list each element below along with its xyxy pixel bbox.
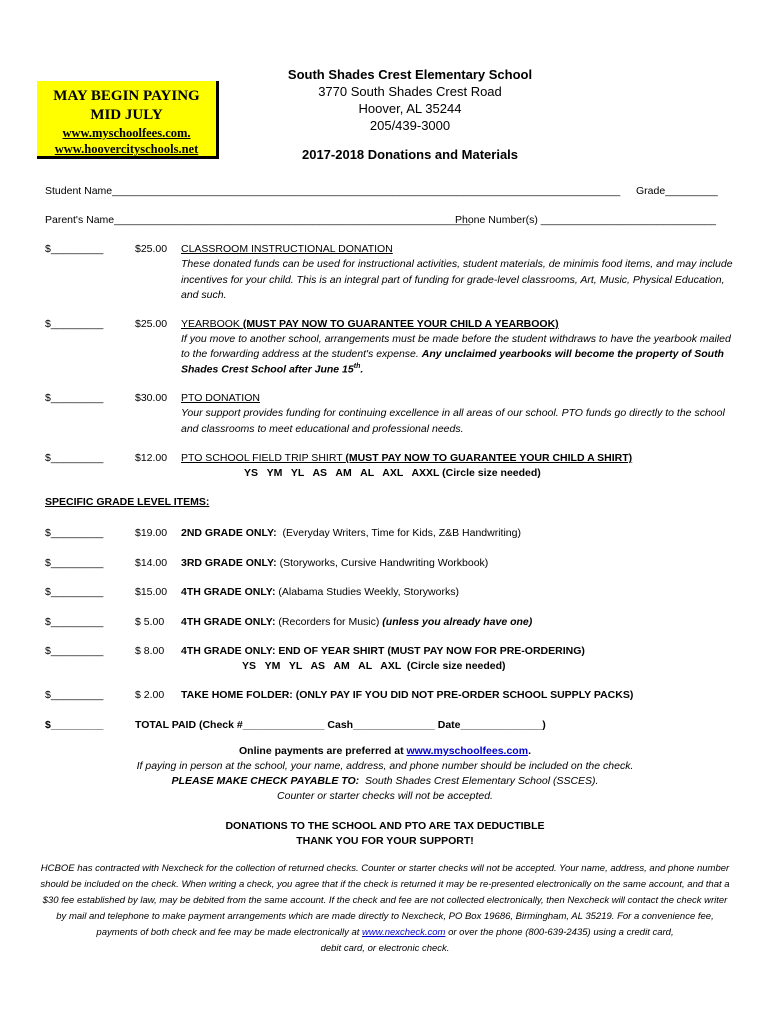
footer-line-2: should be included on the check. When writing a check, you agree that if the check is returned it may be re-presented electronically on the same account, and that a: [40, 879, 730, 890]
classroom-desc-2: incentives for your child. This is an integral part of funding for grade-level classrooms, Art, Music, Physical Education,: [181, 274, 725, 286]
folder-item: TAKE HOME FOLDER: (ONLY PAY IF YOU DID NOT PRE-ORDER SCHOOL SUPPLY PACKS): [181, 689, 634, 701]
form-title: 2017-2018 Donations and Materials: [301, 147, 519, 162]
grade3-amount-blank[interactable]: $_________: [45, 557, 104, 569]
classroom-title: CLASSROOM INSTRUCTIONAL DONATION: [181, 243, 393, 255]
footer-line-4: by mail and telephone to make payment arrangements which are made directly to Nexcheck, PO Box 19686, Birmingham, AL 35219. For a convenience fee,: [56, 911, 714, 922]
school-name: South Shades Crest Elementary School: [287, 67, 533, 82]
yearbook-title: YEARBOOK (MUST PAY NOW TO GUARANTEE YOUR CHILD A YEARBOOK): [181, 318, 559, 330]
folder-amount-blank[interactable]: $_________: [45, 689, 104, 701]
pto-title: PTO DONATION: [181, 392, 260, 404]
tax-deductible-note: DONATIONS TO THE SCHOOL AND PTO ARE TAX DEDUCTIBLE: [225, 820, 545, 832]
pto-desc-1: Your support provides funding for continuing excellence in all areas of our school. PTO funds go directly to the school: [181, 407, 725, 419]
grade4-price: $15.00: [135, 586, 168, 598]
yearbook-amount-blank[interactable]: $_________: [45, 318, 104, 330]
grade3-item: 3RD GRADE ONLY: (Storyworks, Cursive Handwriting Workbook): [181, 557, 489, 569]
pto-amount-blank[interactable]: $_________: [45, 392, 104, 404]
grade4-recorder-item: 4TH GRADE ONLY: (Recorders for Music) (unless you already have one): [181, 616, 533, 628]
classroom-amount-blank[interactable]: $_________: [45, 243, 104, 255]
check-payable-note: PLEASE MAKE CHECK PAYABLE TO: South Shades Crest Elementary School (SSCES).: [171, 775, 599, 787]
online-payment-note: Online payments are preferred at www.myschoolfees.com.: [239, 745, 531, 757]
grade-field[interactable]: Grade_________: [636, 185, 718, 197]
shirt-sizes[interactable]: YS YM YL AS AM AL AXL AXXL (Circle size needed): [244, 467, 541, 479]
yearbook-price: $25.00: [135, 318, 168, 330]
footer-line-3: $30 fee established by law, may be debited from the same account. If the check and fee are not collected electronically, then Nexcheck will contact the check writer: [42, 895, 728, 906]
payment-notice-box: [37, 81, 219, 159]
notice-link-myschoolfees[interactable]: www.myschoolfees.com.: [62, 126, 191, 140]
parent-name-field[interactable]: Parent's Name_____________________________________________________________: [45, 214, 471, 226]
classroom-price: $25.00: [135, 243, 168, 255]
grade4-shirt-amount-blank[interactable]: $_________: [45, 645, 104, 657]
notice-line-2: MID JULY: [90, 107, 163, 123]
grade4-amount-blank[interactable]: $_________: [45, 586, 104, 598]
shirt-price: $12.00: [135, 452, 168, 464]
school-header: [250, 66, 570, 163]
grade-level-heading: SPECIFIC GRADE LEVEL ITEMS:: [45, 496, 210, 508]
grade3-price: $14.00: [135, 557, 168, 569]
school-address-1: 3770 South Shades Crest Road: [318, 84, 502, 99]
pto-desc-2: and classrooms to meet educational and professional needs.: [181, 423, 464, 435]
shirt-amount-blank[interactable]: $_________: [45, 452, 104, 464]
grade4-shirt-price: $ 8.00: [135, 645, 165, 657]
grade4-shirt-sizes[interactable]: YS YM YL AS AM AL AXL (Circle size needed): [242, 660, 506, 672]
thank-you-note: THANK YOU FOR YOUR SUPPORT!: [296, 835, 474, 847]
counter-check-note: Counter or starter checks will not be accepted.: [277, 790, 493, 802]
folder-price: $ 2.00: [135, 689, 165, 701]
online-payment-link[interactable]: www.myschoolfees.com: [406, 745, 529, 757]
student-name-field[interactable]: Student Name_______________________________________________________________________________________: [45, 185, 621, 197]
footer-line-5: payments of both check and fee may be made electronically at www.nexcheck.com or over the phone (800-639-2435) using a credit card,: [96, 927, 674, 938]
grade2-price: $19.00: [135, 527, 168, 539]
grade4-recorder-price: $ 5.00: [135, 616, 165, 628]
phone-number-field[interactable]: Phone Number(s) ______________________________: [455, 214, 716, 226]
yearbook-desc-1: If you move to another school, arrangements must be made before the student withdraws to have the yearbook mailed: [181, 333, 731, 345]
school-address-2: Hoover, AL 35244: [358, 101, 462, 116]
grade4-recorder-amount-blank[interactable]: $_________: [45, 616, 104, 628]
total-paid-line[interactable]: TOTAL PAID (Check #______________ Cash______________ Date______________): [135, 719, 546, 731]
yearbook-desc-3: Shades Crest School after June 15th.: [181, 363, 364, 376]
nexcheck-link[interactable]: www.nexcheck.com: [362, 927, 446, 938]
notice-link-hoovercityschools[interactable]: www.hoovercityschools.net: [54, 142, 199, 156]
grade2-amount-blank[interactable]: $_________: [45, 527, 104, 539]
footer-line-6: debit card, or electronic check.: [320, 943, 450, 954]
grade4-item: 4TH GRADE ONLY: (Alabama Studies Weekly, Storyworks): [181, 586, 459, 598]
notice-line-1: MAY BEGIN PAYING: [53, 88, 200, 104]
total-amount-blank[interactable]: $_________: [45, 719, 104, 731]
footer-line-1: HCBOE has contracted with Nexcheck for the collection of returned checks. Counter or starter checks will not be accepted. Your name, address, and phone number: [40, 863, 730, 874]
grade4-shirt-item: 4TH GRADE ONLY: END OF YEAR SHIRT (MUST PAY NOW FOR PRE-ORDERING): [181, 645, 585, 657]
classroom-desc-3: and such.: [181, 289, 227, 301]
shirt-title: PTO SCHOOL FIELD TRIP SHIRT (MUST PAY NOW TO GUARANTEE YOUR CHILD A SHIRT): [181, 452, 633, 464]
nexcheck-footer: [40, 861, 730, 957]
school-phone: 205/439-3000: [369, 118, 451, 133]
grade2-item: 2ND GRADE ONLY: (Everyday Writers, Time for Kids, Z&B Handwriting): [181, 527, 521, 539]
classroom-desc-1: These donated funds can be used for instructional activities, student materials, de minimis food items, and may include: [181, 258, 733, 270]
yearbook-desc-2: to the forwarding address at the student's expense. Any unclaimed yearbooks will become the property of South: [181, 348, 724, 360]
in-person-note: If paying in person at the school, your name, address, and phone number should be included on the check.: [136, 760, 634, 772]
pto-price: $30.00: [135, 392, 168, 404]
